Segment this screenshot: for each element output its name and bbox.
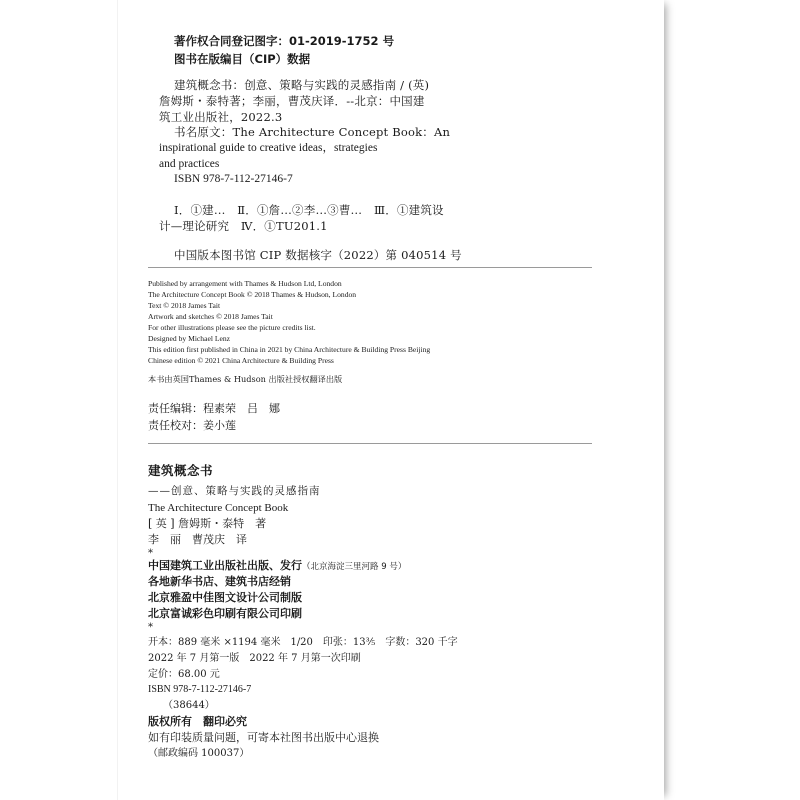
publisher-name: 中国建筑工业出版社出版、发行 [148,559,302,572]
divider [148,443,592,444]
cip-line: and practices [159,158,220,170]
isbn: ISBN 978-7-112-27146-7 [148,684,252,695]
credit-line: For other illustrations please see the picture credits list. [148,323,316,332]
separator-star: * [148,548,153,559]
cip-line: 筑工业出版社，2022.3 [159,110,283,124]
credit-line: Artwork and sketches © 2018 James Tait [148,312,273,321]
cip-line: inspirational guide to creative ideas，strategies [159,142,378,154]
copyright-registration-number: 著作权合同登记图字：01-2019-1752 号 [174,34,395,48]
book-subtitle: ——创意、策略与实践的灵感指南 [148,485,321,497]
cip-isbn: ISBN 978-7-112-27146-7 [174,173,293,185]
cip-heading: 图书在版编目（CIP）数据 [174,52,311,66]
cip-classification: Ⅰ．①建… Ⅱ．①詹…②李…③曹… Ⅲ．①建筑设 [174,203,444,217]
responsible-editor: 责任编辑：程素荣 吕 娜 [148,402,280,415]
cip-line: 詹姆斯・泰特著；李丽，曹茂庆译．--北京：中国建 [159,94,425,108]
print-format: 开本：889 毫米 ×1194 毫米 1/20 印张：13⅗ 字数：320 千字 [148,637,458,648]
cip-data-number: 中国版本图书馆 CIP 数据核字（2022）第 040514 号 [174,248,462,262]
book-title: 建筑概念书 [148,463,214,478]
price: 定价：68.00 元 [148,669,220,680]
publisher [148,559,406,574]
printer: 北京富诚彩色印刷有限公司印刷 [148,607,302,620]
cip-classification: 计—理论研究 Ⅳ．①TU201.1 [159,219,328,233]
credit-line: Published by arrangement with Thames & Hudson Ltd, London [148,279,342,288]
typesetter: 北京雅盈中佳图文设计公司制版 [148,591,302,604]
book-author: [ 英 ] 詹姆斯・泰特 著 [148,517,267,530]
cip-line: 建筑概念书：创意、策略与实践的灵感指南 / (英) [174,78,430,92]
book-english-title: The Architecture Concept Book [148,502,289,514]
distributor: 各地新华书店、建筑书店经销 [148,575,291,588]
edition-info: 2022 年 7 月第一版 2022 年 7 月第一次印刷 [148,653,361,664]
cip-line: 书名原文：The Architecture Concept Book：An [174,125,451,139]
divider [148,267,592,268]
translation-authorization: 本书由英国Thames & Hudson 出版社授权翻译出版 [148,374,343,384]
book-translators: 李 丽 曹茂庆 译 [148,533,247,546]
rights-notice: 版权所有 翻印必究 [148,715,247,728]
credit-line: Text © 2018 James Tait [148,301,221,310]
postcode: （邮政编码 100037） [148,748,250,759]
credit-line: This edition first published in China in 2021 by China Architecture & Building Press Beijing [148,345,431,354]
quality-notice: 如有印装质量问题，可寄本社图书出版中心退换 [148,731,379,744]
separator-star: * [148,622,153,633]
book-code: （38644） [163,700,215,711]
credit-line: The Architecture Concept Book © 2018 Thames & Hudson, London [148,290,357,299]
publisher-address: （北京海淀三里河路 9 号） [302,562,407,572]
credit-line: Designed by Michael Lenz [148,334,231,343]
proofreader: 责任校对：姜小莲 [148,419,236,432]
credit-line: Chinese edition © 2021 China Architecture & Building Press [148,356,334,365]
